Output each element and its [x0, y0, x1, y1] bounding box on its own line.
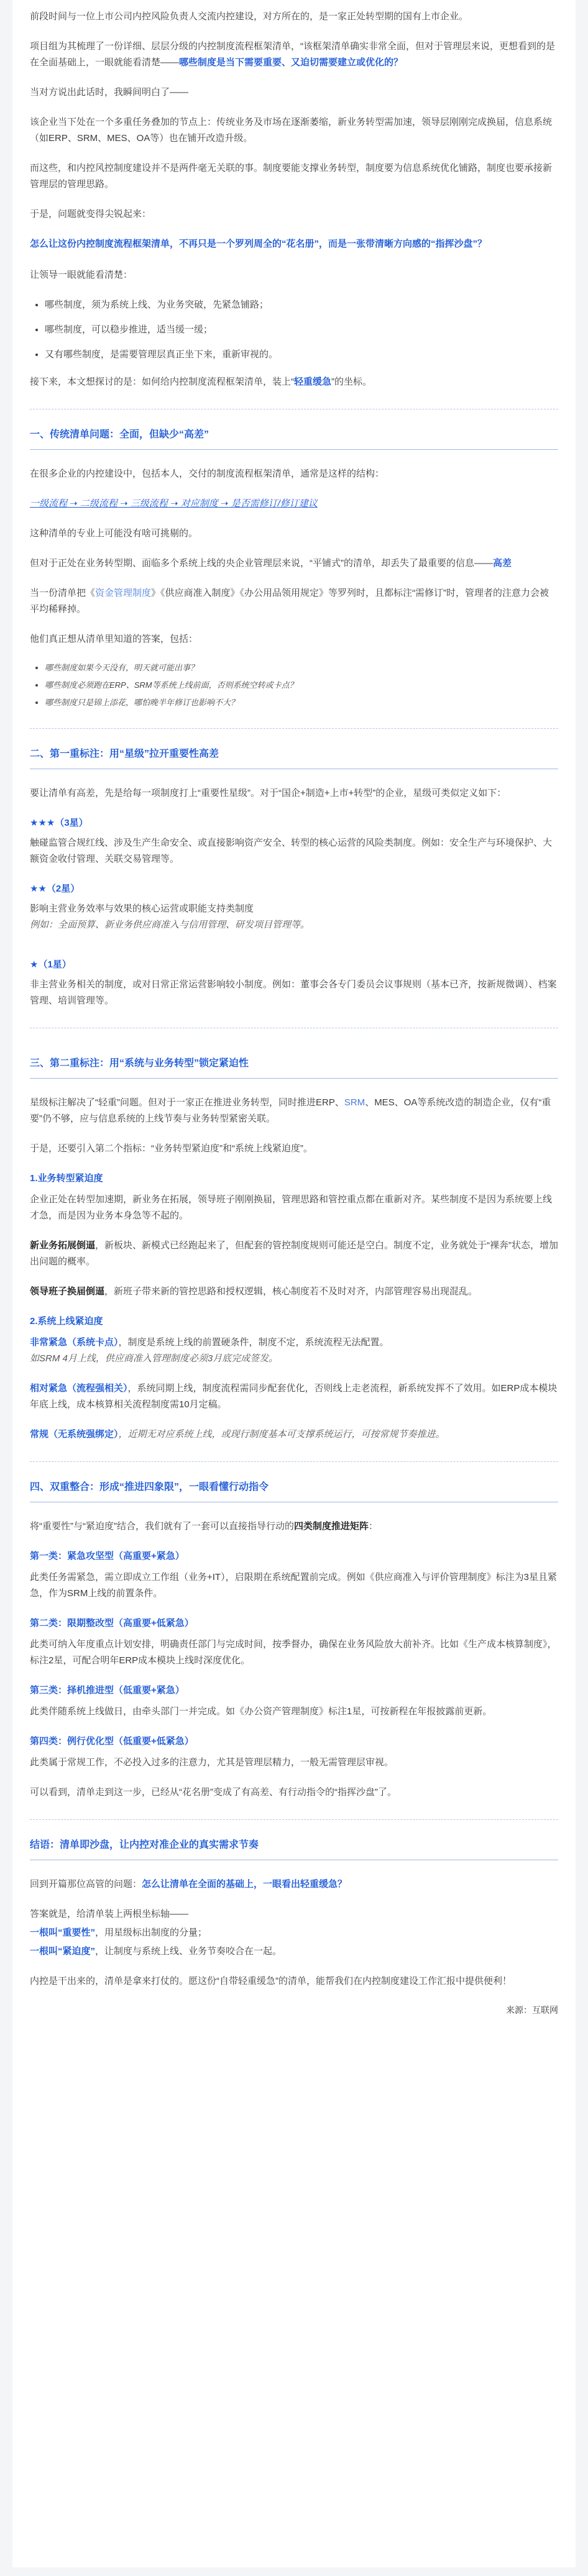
- intro-paragraph: 于是，问题就变得尖锐起来：: [30, 209, 152, 219]
- intro-paragraph: [30, 39, 558, 71]
- inline-link[interactable]: 资金管理制度: [95, 588, 152, 598]
- section-paragraph: 内控是干出来的，清单是拿来打仗的。愿这份“自带轻重缓急”的清单，能帮我们在内控制度建设工作汇报中提供便利！: [30, 1976, 512, 1986]
- divider: [30, 1078, 558, 1079]
- text: ，近期无对应系统上线，或现行制度基本可支撑系统运行，可按常规节奏推进。: [118, 1429, 445, 1440]
- section-paragraph: [30, 1335, 558, 1367]
- intro-paragraph: 当对方说出此话时，我瞬间明白了——: [30, 87, 189, 98]
- quadrant-description: 此类伴随系统上线做日，由牵头部门一并完成。如《办公资产管理制度》标注1星，可按新程在年报披露前更新。: [30, 1706, 492, 1717]
- quadrant-title: 第三类：择机推进型（低重要+紧急）: [30, 1685, 185, 1696]
- text: ，系统同期上线，制度流程需同步配套优化，否则线上走老流程，新系统发挥不了效用。如ERP成本模块年底上线，成本核算相关流程制度需10月定稿。: [30, 1383, 558, 1410]
- text: 》《供应商准入制度》《办公用品领用规定》等罗列时，且都标注“需修订”时，管理者的注意力会被平均稀释掉。: [30, 588, 549, 614]
- divider: [30, 1461, 558, 1462]
- section-paragraph: [30, 1519, 558, 1535]
- section-paragraph: 企业正处在转型加速期，新业务在拓展，领导班子刚刚换届，管理思路和管控重点都在重新对齐。某些制度不是因为系统要上线才急，而是因为业务本身急等不起的。: [30, 1194, 553, 1221]
- quadrant-description: 此类属于常规工作，不必投入过多的注意力，尤其是管理层精力，一般无需管理层审视。: [30, 1757, 394, 1768]
- process-chain: 一级流程 ➝ 二级流程 ➝ 三级流程 ➝ 对应制度 ➝ 是否需修订/修订建议: [30, 498, 318, 509]
- lead: 一根叫“紧迫度”: [30, 1946, 96, 1957]
- intro-paragraph: 让领导一眼就能看清楚：: [30, 270, 133, 280]
- text: 回到开篇那位高管的问题：: [30, 1879, 142, 1889]
- intro-text: ”的坐标。: [331, 377, 372, 387]
- section-paragraph: 他们真正想从清单里知道的答案，包括：: [30, 634, 198, 644]
- highlight: 怎么让清单在全面的基础上，一眼看出轻重缓急？: [142, 1879, 347, 1889]
- text: 星级标注解决了“轻重”问题。但对于一家正在推进业务转型，同时推进ERP、: [30, 1097, 344, 1108]
- intro-paragraph: 该企业当下处在一个多重任务叠加的节点上：传统业务及市场在逐渐萎缩，新业务转型需加速，领导层刚刚完成换届，信息系统（如ERP、SRM、MES、OA等）也在铺开改造升级。: [30, 117, 553, 144]
- tier-description: 非主营业务相关的制度，或对日常正常运营影响较小制度。例如：董事会各专门委员会议事规则（基本已齐，按新规微调）、档案管理、培训管理等。: [30, 979, 557, 1006]
- section-paragraph: 可以看到，清单走到这一步，已经从“花名册”变成了有高差、有行动指令的“指挥沙盘”了。: [30, 1787, 397, 1797]
- section-paragraph: 这种清单的专业上可能没有啥可挑剔的。: [30, 528, 198, 539]
- intro-paragraph: 前段时间与一位上市公司内控风险负责人交流内控建设，对方所在的，是一家正处转型期的国有上市企业。: [30, 11, 469, 22]
- section-paragraph: [30, 1943, 558, 1960]
- text: ，用星级标出制度的分量；: [95, 1927, 208, 1938]
- section-paragraph: [30, 1095, 558, 1127]
- intro-text: 接下来，本文想探讨的是：如何给内控制度流程框架清单，装上“: [30, 377, 294, 387]
- example: 如SRM 4月上线，供应商准入管理制度必须3月底完成签发。: [30, 1353, 278, 1364]
- highlight: 高差: [493, 558, 512, 569]
- section-paragraph: [30, 585, 558, 618]
- text: ，新班子带来新的管控思路和授权逻辑，核心制度若不及时对齐，内部管理容易出现混乱。: [104, 1286, 478, 1297]
- list-item: • 哪些制度，须为系统上线、为业务突破，先紧急铺路；: [45, 297, 558, 313]
- text: ：: [369, 1521, 379, 1532]
- section-paragraph: [30, 1238, 558, 1270]
- source-note: 来源：互联网: [506, 2005, 558, 2015]
- lead: 相对紧急（流程强相关）: [30, 1383, 128, 1394]
- lead: 常规（无系统强绑定）: [30, 1429, 119, 1440]
- tier-title: ★★（2星）: [30, 884, 80, 894]
- list-item: • 又有哪些制度，是需要管理层真正坐下来，重新审视的。: [45, 347, 558, 363]
- key-question: 怎么让这份内控制度流程框架清单，不再只是一个罗列周全的“花名册”，而是一张带清晰方向感的“指挥沙盘”？: [30, 239, 487, 249]
- intro-text: 项目组为其梳理了一份详细、层层分级的内控制度流程框架清单，“该框架清单确实非常全面，但对于管理层来说，更想看到的是在全面基础上，一眼就能看清楚——: [30, 41, 556, 68]
- section-paragraph: 在很多企业的内控建设中，包括本人，交付的制度流程框架清单，通常是这样的结构：: [30, 468, 385, 479]
- tier-title: ★★★（3星）: [30, 818, 88, 828]
- list-item: • 哪些制度必须跑在ERP、SRM等系统上线前面，否则系统空转或卡点？: [45, 678, 558, 692]
- focus-list: [30, 297, 558, 363]
- list-item: • 哪些制度，可以稳步推进，适当缓一缓；: [45, 322, 558, 338]
- lead: 非常紧急（系统卡点）: [30, 1337, 119, 1348]
- quadrant-description: 此类任务需紧急，需立即成立工作组（业务+IT），启限期在系统配置前完成。例如《供应商准入与评价管理制度》标注为3星且紧急，作为SRM上线的前置条件。: [30, 1572, 557, 1599]
- intro-paragraph: 而这些，和内控风控制度建设并不是两件毫无关联的事。制度要能支撑业务转型，制度要为信息系统优化铺路，制度也要承接新管理层的管理思路。: [30, 163, 553, 190]
- list-item: • 哪些制度只是锦上添花，哪怕晚半年修订也影响不大？: [45, 696, 558, 710]
- quadrant-title: 第二类：限期整改型（高重要+低紧急）: [30, 1618, 194, 1628]
- text: ，让制度与系统上线、业务节奏咬合在一起。: [95, 1946, 282, 1957]
- divider: [30, 449, 558, 450]
- section-title: 一、传统清单问题：全面，但缺少“高差”: [30, 429, 209, 440]
- quadrant-title: 第一类：紧急攻坚型（高重要+紧急）: [30, 1551, 185, 1561]
- section-paragraph: [30, 1284, 558, 1300]
- divider: [30, 728, 558, 729]
- text: 将“重要性”与“紧迫度”结合，我们就有了一套可以直接指导行动的: [30, 1521, 294, 1532]
- article-page: [12, 0, 576, 2567]
- tier-title: ★（1星）: [30, 959, 71, 970]
- text: ，制度是系统上线的前置硬条件，制度不定，系统流程无法配置。: [118, 1337, 389, 1348]
- text: ，新板块、新模式已经跑起来了，但配套的管控制度规则可能还是空白。制度不定，业务就处于“裸奔”状态，增加出问题的概率。: [30, 1240, 559, 1267]
- article-body: [12, 9, 576, 2017]
- text: 影响主营业务效率与效果的核心运营或职能支持类制度: [30, 903, 254, 914]
- section-title: 结语：清单即沙盘，让内控对准企业的真实需求节奏: [30, 1840, 259, 1850]
- tier-description: 触碰监管合规红线、涉及生产生命安全、或直接影响资产安全、转型的核心运营的风险类制度。例如：安全生产与环境保护、大额资金收付管理、关联交易管理等。: [30, 838, 553, 864]
- section-paragraph: [30, 1925, 558, 1941]
- example: 例如：全面预算、新业务供应商准入与信用管理、研发项目管理等。: [30, 920, 310, 930]
- tier-description: [30, 901, 558, 933]
- text: 当一份清单把《: [30, 588, 96, 598]
- section-paragraph: 于是，还要引入第二个指标：“业务转型紧迫度”和“系统上线紧迫度”。: [30, 1143, 313, 1154]
- text: 、MES、OA等系统改造的制造企业，仅有“重要”仍不够，应与信息系统的上线节奏与业务转型紧密关联。: [30, 1097, 551, 1124]
- quadrant-title: 第四类：例行优化型（低重要+低紧急）: [30, 1736, 194, 1747]
- sub-heading: 2.系统上线紧迫度: [30, 1316, 103, 1327]
- lead: 一根叫“重要性”: [30, 1927, 96, 1938]
- question-list: [30, 661, 558, 710]
- intro-highlight: 哪些制度是当下需要重要、又迫切需要建立或优化的？: [179, 57, 403, 68]
- section-title: 二、第一重标注：用“星级”拉开重要性高差: [30, 749, 219, 759]
- sub-heading: 1.业务转型紧迫度: [30, 1173, 103, 1184]
- lead: 新业务拓展倒逼: [30, 1240, 96, 1251]
- section-paragraph: 要让清单有高差，先是给每一项制度打上“重要性星级”。对于“国企+制造+上市+转型”的企业，星级可类似定义如下：: [30, 788, 507, 798]
- section-paragraph: 答案就是，给清单装上两根坐标轴——: [30, 1909, 189, 1919]
- intro-highlight: 轻重缓急: [294, 377, 332, 387]
- inline-link[interactable]: SRM: [344, 1097, 365, 1108]
- text: 但对于正处在业务转型期、面临多个系统上线的央企业管理层来说，“平铺式”的清单，却丢失了最重要的信息——: [30, 558, 493, 569]
- quadrant-description: 此类可纳入年度重点计划安排，明确责任部门与完成时间，按季督办，确保在业务风险放大前补齐。比如《生产成本核算制度》，标注2星，可配合明年ERP成本模块上线时深度优化。: [30, 1639, 557, 1666]
- list-item: • 哪些制度如果今天没有，明天就可能出事？: [45, 661, 558, 675]
- section-title: 三、第二重标注：用“系统与业务转型”锁定紧迫性: [30, 1058, 249, 1069]
- section-paragraph: [30, 1876, 558, 1893]
- section-paragraph: [30, 555, 558, 572]
- divider: [30, 1819, 558, 1820]
- section-paragraph: [30, 1381, 558, 1413]
- section-title: 四、双重整合：形成“推进四象限”，一眼看懂行动指令: [30, 1482, 269, 1492]
- lead: 领导班子换届倒逼: [30, 1286, 105, 1297]
- intro-paragraph: [30, 374, 558, 390]
- highlight: 四类制度推进矩阵: [293, 1521, 369, 1532]
- section-paragraph: [30, 1427, 558, 1443]
